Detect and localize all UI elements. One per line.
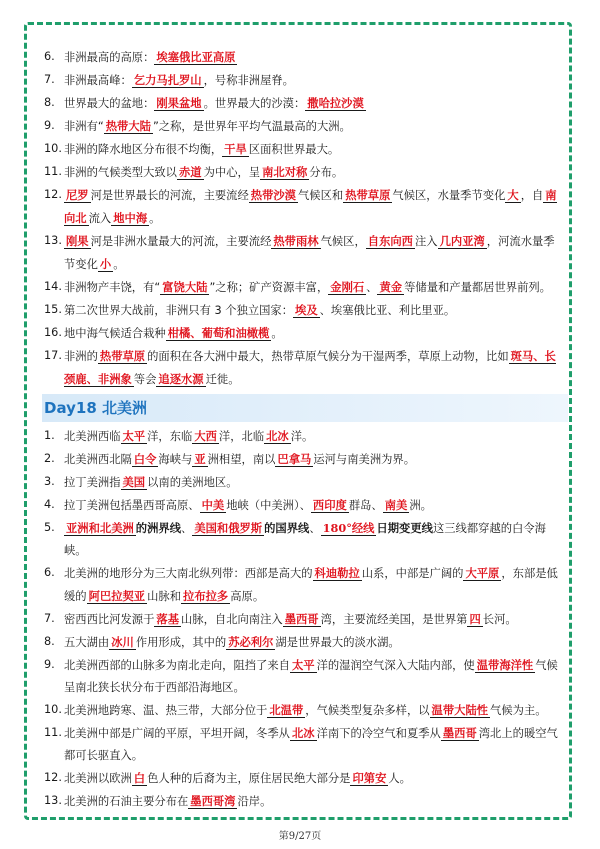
- answer-blank: 巴拿马: [277, 452, 312, 466]
- answer-blank: 墨西哥: [442, 726, 477, 740]
- question-text: 。: [149, 212, 161, 225]
- question-text: 海峡与: [158, 453, 193, 466]
- question-text: 气候为主。: [490, 704, 547, 717]
- question-item: [44, 299, 564, 322]
- question-text: 群岛、: [348, 499, 383, 512]
- question-item: [44, 92, 564, 115]
- answer-blank: 埃及: [295, 303, 318, 317]
- answer-blank: 中美: [201, 498, 225, 512]
- question-number: 3.: [44, 475, 55, 488]
- question-text: 等储量和产量都居世界前列。: [404, 281, 551, 294]
- answer-blank: 西印度: [312, 498, 347, 512]
- question-text: 气候区和: [297, 189, 344, 202]
- answer-blank: 科迪勒拉: [314, 566, 360, 580]
- question-item: [44, 494, 564, 517]
- question-item: [44, 562, 564, 608]
- worksheet-content: [44, 46, 564, 813]
- question-item: [44, 790, 564, 813]
- question-number: 17.: [44, 349, 62, 362]
- answer-blank: 白令: [133, 452, 157, 466]
- africa-question-list: [44, 46, 564, 391]
- question-text: 。世界最大的沙漠：: [203, 97, 306, 110]
- answer-blank: 落基: [156, 612, 179, 626]
- question-number: 10.: [44, 142, 62, 155]
- question-number: 11.: [44, 165, 62, 178]
- answer-blank: 大: [507, 188, 519, 202]
- question-text: 。: [113, 258, 125, 271]
- question-text: 分布。: [309, 166, 344, 179]
- question-text: 非洲的: [64, 350, 98, 363]
- answer-blank: 北冰: [266, 429, 289, 443]
- question-item: [44, 471, 564, 494]
- bold-text: 日期变更线: [376, 522, 433, 535]
- answer-blank: 北温带: [269, 703, 304, 717]
- answer-blank: 热带雨林: [273, 234, 319, 248]
- answer-blank: 美国: [122, 475, 146, 489]
- question-text: 非洲的降水地区分布很不均衡，: [64, 143, 223, 156]
- north-america-question-list: [44, 425, 564, 813]
- question-text: 洋，东临: [147, 430, 193, 443]
- answer-blank: 亚: [194, 452, 206, 466]
- question-number: 14.: [44, 280, 62, 293]
- answer-blank: 小: [99, 257, 112, 271]
- question-item: [44, 161, 564, 184]
- answer-blank: 斑马、长颈鹿、非洲象: [64, 349, 556, 386]
- question-number: 8.: [44, 635, 55, 648]
- question-text: 洋南下的冷空气和夏季从: [316, 727, 441, 740]
- answer-blank: 拉布拉多: [183, 589, 229, 603]
- question-text: 河是非洲水量最大的河流，主要流经: [90, 235, 272, 248]
- question-text: 湾北上的暖空气都可长驱直入。: [64, 727, 558, 762]
- question-text: 以南的美洲地区。: [147, 476, 238, 489]
- question-text: 为中心，呈: [203, 166, 261, 179]
- answer-blank: 冰川: [111, 635, 134, 649]
- answer-blank: 墨西哥湾: [190, 794, 236, 808]
- answer-blank: 赤道: [178, 165, 202, 179]
- question-text: 气候区，: [320, 235, 366, 248]
- question-text: 世界最大的盆地：: [64, 97, 155, 110]
- question-number: 1.: [44, 429, 55, 442]
- question-text: ，河流水量季节变化: [64, 235, 555, 271]
- question-text: 北美洲的石油主要分布在: [64, 795, 189, 808]
- question-text: 非洲最高峰：: [64, 74, 132, 87]
- answer-blank: 热带草原: [345, 188, 391, 202]
- question-text: 高原。: [230, 590, 265, 603]
- question-text: 北美洲地跨寒、温、热三带，大部分位于: [64, 704, 268, 717]
- question-text: 运河与南美洲为界。: [313, 453, 416, 466]
- answer-blank: 美国和俄罗斯: [194, 521, 263, 535]
- question-text: ”之称；矿产资源丰富，: [209, 281, 329, 294]
- question-number: 2.: [44, 452, 55, 465]
- question-item: [44, 322, 564, 345]
- question-item: [44, 230, 564, 276]
- question-item: [44, 69, 564, 92]
- answer-blank: 追逐水源: [158, 372, 204, 386]
- question-text: 洲相望，南以: [207, 453, 276, 466]
- question-item: [44, 115, 564, 138]
- question-item: [44, 448, 564, 471]
- answer-blank: 富饶大陆: [162, 280, 208, 294]
- question-number: 6.: [44, 50, 55, 63]
- question-text: 拉丁美洲包括墨西哥高原、: [64, 499, 200, 512]
- question-text: 色人种的后裔为主，原住居民绝大部分是: [147, 772, 351, 785]
- question-text: 、埃塞俄比亚、利比里亚。: [319, 304, 456, 317]
- question-item: [44, 654, 564, 699]
- question-text: 人。: [388, 772, 411, 785]
- answer-blank: 撒哈拉沙漠: [307, 96, 364, 110]
- question-text: 洋。: [290, 430, 314, 443]
- question-text: 地中海气候适合栽种: [64, 327, 166, 340]
- question-number: 9.: [44, 658, 55, 671]
- bold-text: 的国界线: [264, 522, 310, 535]
- answer-blank: 白: [133, 771, 146, 785]
- question-text: ，东部是低缓的: [64, 567, 558, 603]
- question-text: 。: [271, 327, 283, 340]
- question-item: [44, 345, 564, 391]
- question-item: [44, 46, 564, 69]
- question-number: 4.: [44, 498, 55, 511]
- answer-blank: 南北对称: [262, 165, 308, 179]
- question-text: 注入: [414, 235, 438, 248]
- question-text: 山脉，自北向南注入: [181, 613, 283, 626]
- answer-blank: 温带海洋性: [476, 658, 534, 672]
- question-text: 地峡（中美洲）、: [226, 499, 311, 512]
- question-text: ，自: [520, 189, 544, 202]
- question-text: 等会: [133, 373, 157, 386]
- question-text: 北美洲西北隔: [64, 453, 132, 466]
- question-text: ，气候类型复杂多样，以: [305, 704, 430, 717]
- answer-blank: 亚洲和北美洲: [66, 521, 134, 535]
- question-item: [44, 767, 564, 790]
- question-item: [44, 699, 564, 722]
- question-text: 山系，中部是广阔的: [361, 567, 464, 580]
- question-text: 非洲物产丰饶，有“: [64, 281, 161, 294]
- question-number: 8.: [44, 96, 55, 109]
- question-text: 北美洲以欧洲: [64, 772, 132, 785]
- question-text: 北美洲西临: [64, 430, 121, 443]
- answer-blank: 黄金: [379, 280, 403, 294]
- answer-blank: 刚果盆地: [156, 96, 202, 110]
- answer-blank: 南向北: [64, 188, 557, 225]
- question-text: 非洲最高的高原：: [64, 51, 155, 64]
- answer-blank: 太平: [122, 429, 146, 443]
- question-text: 、: [309, 522, 321, 535]
- question-text: 湖是世界最大的淡水湖。: [275, 636, 400, 649]
- question-number: 13.: [44, 234, 62, 247]
- answer-blank: 乞力马扎罗山: [133, 73, 202, 87]
- question-text: 长河。: [482, 613, 517, 626]
- question-number: 16.: [44, 326, 62, 339]
- answer-blank: 热带草原: [99, 349, 146, 363]
- question-text: 河是世界最长的河流，主要流经: [90, 189, 249, 202]
- bold-text: 的洲界线: [135, 522, 181, 535]
- question-text: 第二次世界大战前，非洲只有 3 个独立国家：: [64, 304, 294, 317]
- question-text: 山脉和: [147, 590, 182, 603]
- answer-blank: 大平原: [465, 566, 500, 580]
- answer-blank: 苏必利尔: [228, 635, 274, 649]
- question-text: 非洲有“: [64, 120, 104, 133]
- answer-blank: 阿巴拉契亚: [88, 589, 146, 603]
- question-item: [44, 517, 564, 562]
- question-number: 15.: [44, 303, 62, 316]
- answer-blank: 温带大陆性: [431, 703, 489, 717]
- question-text: 作用形成，其中的: [135, 636, 227, 649]
- answer-blank: 热带大陆: [105, 119, 151, 133]
- question-text: 密西西比河发源于: [64, 613, 155, 626]
- question-text: ”之称，是世界年平均气温最高的大洲。: [152, 120, 351, 133]
- question-text: 北美洲中部是广阔的平原，平坦开阔，冬季从: [64, 727, 290, 740]
- answer-blank: 四: [469, 612, 481, 626]
- question-text: 气候区，水量季节变化: [392, 189, 506, 202]
- answer-blank: 地中海: [113, 211, 148, 225]
- question-text: 非洲的气候类型大致以: [64, 166, 177, 179]
- answer-blank: 尼罗: [66, 188, 89, 202]
- question-item: [44, 276, 564, 299]
- question-text: 北美洲的地形分为三大南北纵列带：西部是高大的: [64, 567, 313, 580]
- answer-blank: 太平: [291, 658, 315, 672]
- question-text: 这三线都穿越的白令海峡。: [64, 522, 546, 557]
- question-number: 13.: [44, 794, 62, 807]
- question-number: 11.: [44, 726, 62, 739]
- question-item: [44, 722, 564, 767]
- answer-blank: 大西: [194, 429, 217, 443]
- question-item: [44, 138, 564, 161]
- question-text: 拉丁美洲指: [64, 476, 121, 489]
- answer-blank: 热带沙漠: [250, 188, 296, 202]
- question-number: 12.: [44, 771, 62, 784]
- question-item: [44, 425, 564, 448]
- question-number: 9.: [44, 119, 55, 132]
- answer-blank: 刚果: [66, 234, 89, 248]
- question-number: 7.: [44, 612, 55, 625]
- answer-blank: 几内亚湾: [439, 234, 485, 248]
- question-text: 沿岸。: [237, 795, 272, 808]
- question-text: 五大湖由: [64, 636, 110, 649]
- question-text: 洋，北临: [218, 430, 265, 443]
- answer-blank: 自东向西: [367, 234, 413, 248]
- question-text: 洋的湿润空气深入大陆内部，使: [316, 659, 475, 672]
- question-item: [44, 184, 564, 230]
- question-item: [44, 631, 564, 654]
- question-number: 10.: [44, 703, 62, 716]
- answer-blank: 南美: [384, 498, 408, 512]
- question-number: 6.: [44, 566, 55, 579]
- answer-blank: 金刚石: [330, 280, 365, 294]
- answer-blank: 干旱: [224, 142, 247, 156]
- answer-blank: 印第安: [352, 771, 387, 785]
- question-text: 区面积世界最大。: [248, 143, 340, 156]
- question-text: 的面积在各大洲中最大，热带草原气候分为干湿两季，草原上动物，比如: [147, 350, 509, 363]
- question-text: 湾，主要流经美国，是世界第: [320, 613, 468, 626]
- answer-blank: 180°经线: [322, 521, 375, 535]
- question-text: 气候呈南北狭长状分布于西部沿海地区。: [64, 659, 558, 694]
- answer-blank: 北冰: [291, 726, 315, 740]
- answer-blank: 柑橘、葡萄和油橄榄: [167, 326, 270, 340]
- question-number: 12.: [44, 188, 62, 201]
- answer-blank: 埃塞俄比亚高原: [156, 50, 236, 64]
- day18-heading: Day18 北美洲: [42, 394, 568, 422]
- question-text: 迁徙。: [205, 373, 240, 386]
- question-text: ，号称非洲屋脊。: [203, 74, 294, 87]
- question-text: 、: [366, 281, 378, 294]
- question-text: 、: [181, 522, 193, 535]
- question-item: [44, 608, 564, 631]
- question-number: 7.: [44, 73, 55, 86]
- question-number: 5.: [44, 521, 55, 534]
- question-text: 洲。: [409, 499, 432, 512]
- question-text: 流入: [88, 212, 112, 225]
- question-text: 北美洲西部的山脉多为南北走向，阻挡了来自: [64, 659, 290, 672]
- page-footer: 第9/27页: [278, 831, 322, 842]
- answer-blank: 墨西哥: [284, 612, 319, 626]
